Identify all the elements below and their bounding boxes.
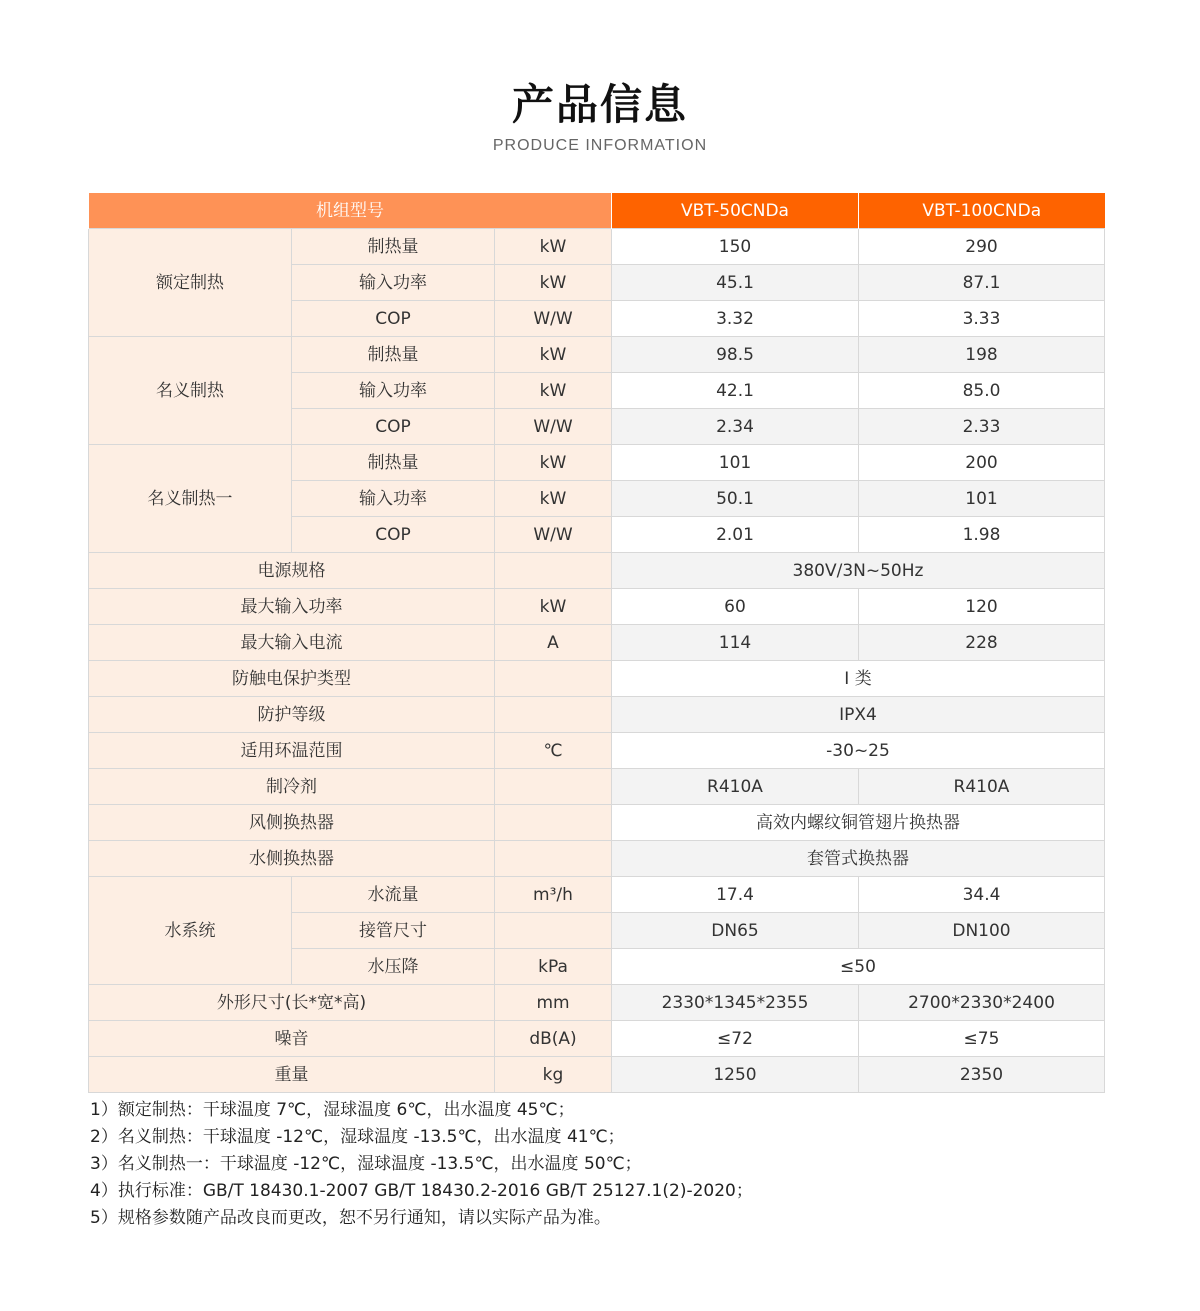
table-header-row (89, 193, 1105, 229)
row-label-air-exchanger: 风侧换热器 (89, 805, 495, 841)
unit-cell (495, 769, 612, 805)
value-cell: R410A (612, 769, 859, 805)
value-cell: 3.33 (859, 301, 1105, 337)
value-cell: 87.1 (859, 265, 1105, 301)
value-cell: 290 (859, 229, 1105, 265)
value-cell: 套管式换热器 (612, 841, 1105, 877)
value-cell: -30~25 (612, 733, 1105, 769)
value-cell: 42.1 (612, 373, 859, 409)
value-cell: ≤72 (612, 1021, 859, 1057)
table-row (89, 589, 1105, 625)
row-label-shock-protection: 防触电保护类型 (89, 661, 495, 697)
table-row (89, 733, 1105, 769)
value-cell: 200 (859, 445, 1105, 481)
value-cell: 17.4 (612, 877, 859, 913)
footnote-item: 3）名义制热一：干球温度 -12℃，湿球温度 -13.5℃，出水温度 50℃； (90, 1154, 642, 1174)
param-label: 制热量 (292, 445, 495, 481)
row-label-max-input-current: 最大输入电流 (89, 625, 495, 661)
value-cell: 2.34 (612, 409, 859, 445)
row-label-noise: 噪音 (89, 1021, 495, 1057)
value-cell: 150 (612, 229, 859, 265)
unit-cell: W/W (495, 517, 612, 553)
table-row (89, 1021, 1105, 1057)
value-cell: 3.32 (612, 301, 859, 337)
param-label: COP (292, 517, 495, 553)
value-cell: 50.1 (612, 481, 859, 517)
value-cell: 2.01 (612, 517, 859, 553)
page-title: 产品信息 (511, 80, 688, 129)
param-label: 输入功率 (292, 373, 495, 409)
header-model-1: VBT-50CNDa (612, 193, 859, 229)
value-cell: IPX4 (612, 697, 1105, 733)
unit-cell (495, 805, 612, 841)
group-label-nominal-heating: 名义制热 (89, 337, 292, 445)
value-cell: 101 (612, 445, 859, 481)
table-row (89, 337, 1105, 373)
footnote-item: 2）名义制热：干球温度 -12℃，湿球温度 -13.5℃，出水温度 41℃； (90, 1127, 625, 1147)
table-row (89, 985, 1105, 1021)
param-label: 接管尺寸 (292, 913, 495, 949)
row-label-ambient-range: 适用环温范围 (89, 733, 495, 769)
row-label-power-spec: 电源规格 (89, 553, 495, 589)
table-row (89, 769, 1105, 805)
value-cell: ≤50 (612, 949, 1105, 985)
group-label-nominal-heating-1: 名义制热一 (89, 445, 292, 553)
value-cell: 198 (859, 337, 1105, 373)
table-row (89, 697, 1105, 733)
unit-cell: kPa (495, 949, 612, 985)
value-cell: 101 (859, 481, 1105, 517)
footnote-item: 4）执行标准：GB/T 18430.1-2007 GB/T 18430.2-2016 GB/T 25127.1(2)-2020； (90, 1181, 753, 1201)
value-cell: 60 (612, 589, 859, 625)
header-model-label: 机组型号 (89, 193, 612, 229)
unit-cell (495, 841, 612, 877)
unit-cell: W/W (495, 301, 612, 337)
row-label-max-input-power: 最大输入功率 (89, 589, 495, 625)
table-row (89, 445, 1105, 481)
row-label-weight: 重量 (89, 1057, 495, 1093)
value-cell: DN65 (612, 913, 859, 949)
value-cell: 2700*2330*2400 (859, 985, 1105, 1021)
value-cell: 2330*1345*2355 (612, 985, 859, 1021)
value-cell: 2350 (859, 1057, 1105, 1093)
unit-cell (495, 913, 612, 949)
table-row (89, 229, 1105, 265)
table-row (89, 877, 1105, 913)
table-row (89, 841, 1105, 877)
param-label: COP (292, 301, 495, 337)
value-cell: 120 (859, 589, 1105, 625)
footnotes (90, 1097, 1110, 1232)
value-cell: DN100 (859, 913, 1105, 949)
value-cell: 1250 (612, 1057, 859, 1093)
unit-cell: kW (495, 337, 612, 373)
footnote-item: 5）规格参数随产品改良而更改，恕不另行通知，请以实际产品为准。 (90, 1208, 611, 1228)
row-label-dimensions: 外形尺寸(长*宽*高) (89, 985, 495, 1021)
group-label-water-system: 水系统 (89, 877, 292, 985)
table-row (89, 805, 1105, 841)
param-label: COP (292, 409, 495, 445)
unit-cell: kW (495, 445, 612, 481)
value-cell: 85.0 (859, 373, 1105, 409)
table-row (89, 661, 1105, 697)
header-model-2: VBT-100CNDa (859, 193, 1105, 229)
value-cell: 45.1 (612, 265, 859, 301)
spec-table (88, 193, 1105, 1093)
param-label: 输入功率 (292, 481, 495, 517)
table-row (89, 625, 1105, 661)
unit-cell: A (495, 625, 612, 661)
value-cell: 1.98 (859, 517, 1105, 553)
row-label-water-exchanger: 水侧换热器 (89, 841, 495, 877)
unit-cell (495, 553, 612, 589)
value-cell: 380V/3N~50Hz (612, 553, 1105, 589)
unit-cell: m³/h (495, 877, 612, 913)
value-cell: 2.33 (859, 409, 1105, 445)
param-label: 制热量 (292, 337, 495, 373)
value-cell: 高效内螺纹铜管翅片换热器 (612, 805, 1105, 841)
unit-cell (495, 697, 612, 733)
value-cell: ≤75 (859, 1021, 1105, 1057)
param-label: 水流量 (292, 877, 495, 913)
unit-cell (495, 661, 612, 697)
unit-cell: ℃ (495, 733, 612, 769)
unit-cell: kW (495, 589, 612, 625)
param-label: 制热量 (292, 229, 495, 265)
row-label-protection-grade: 防护等级 (89, 697, 495, 733)
page-subtitle: PRODUCE INFORMATION (492, 137, 708, 154)
param-label: 输入功率 (292, 265, 495, 301)
row-label-refrigerant: 制冷剂 (89, 769, 495, 805)
value-cell: I 类 (612, 661, 1105, 697)
value-cell: 228 (859, 625, 1105, 661)
group-label-rated-heating: 额定制热 (89, 229, 292, 337)
param-label: 水压降 (292, 949, 495, 985)
value-cell: 98.5 (612, 337, 859, 373)
table-row (89, 1057, 1105, 1093)
unit-cell: kW (495, 265, 612, 301)
unit-cell: kW (495, 373, 612, 409)
unit-cell: dB(A) (495, 1021, 612, 1057)
unit-cell: mm (495, 985, 612, 1021)
value-cell: 34.4 (859, 877, 1105, 913)
unit-cell: kg (495, 1057, 612, 1093)
unit-cell: W/W (495, 409, 612, 445)
value-cell: 114 (612, 625, 859, 661)
value-cell: R410A (859, 769, 1105, 805)
footnote-item: 1）额定制热：干球温度 7℃，湿球温度 6℃，出水温度 45℃； (90, 1100, 575, 1120)
table-row (89, 553, 1105, 589)
unit-cell: kW (495, 229, 612, 265)
unit-cell: kW (495, 481, 612, 517)
